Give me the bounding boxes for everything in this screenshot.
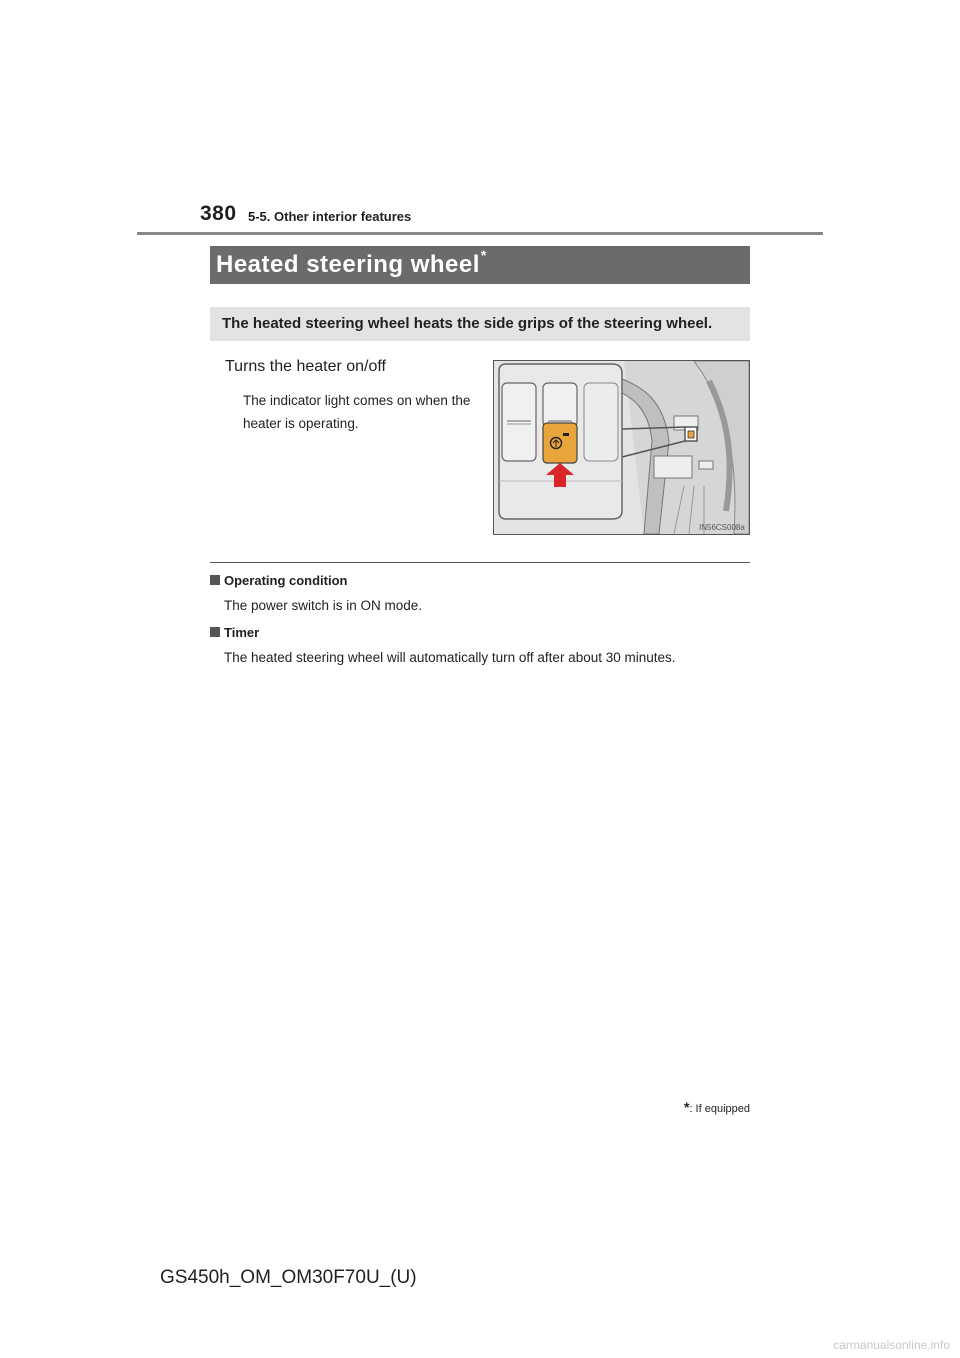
page-title [210, 246, 750, 284]
if-equipped-marker: * [480, 247, 487, 263]
heated-steering-switch-illustration [493, 360, 750, 535]
step-heading: Turns the heater on/off [225, 358, 386, 375]
footnote-text: : If equipped [689, 1103, 750, 1115]
footnote-marker: * [683, 1099, 690, 1115]
step-description: The indicator light comes on when the heater is operating. [243, 393, 471, 431]
note-heading-text: Operating condition [224, 573, 348, 588]
square-bullet-icon [210, 575, 220, 585]
note-body-timer: The heated steering wheel will automatically turn off after about 30 minutes. [224, 650, 676, 665]
page-title-text: Heated steering wheel [216, 251, 480, 278]
note-heading-text: Timer [224, 625, 260, 640]
document-code: GS450h_OM_OM30F70U_(U) [160, 1267, 417, 1288]
footnote [684, 1099, 750, 1115]
figure-code: IN56CS008a [699, 523, 745, 532]
header-rule [137, 232, 823, 235]
note-heading-operating-condition [210, 573, 348, 588]
watermark: carmanualsonline.info [833, 1338, 950, 1352]
section-divider [210, 562, 750, 563]
note-heading-timer [210, 625, 259, 640]
page-number: 380 [200, 202, 237, 225]
intro-banner: The heated steering wheel heats the side grips of the steering wheel. [210, 307, 750, 341]
note-body-operating-condition: The power switch is in ON mode. [224, 598, 423, 613]
section-title: 5-5. Other interior features [248, 209, 412, 224]
illustration-svg [494, 361, 749, 534]
square-bullet-icon [210, 627, 220, 637]
